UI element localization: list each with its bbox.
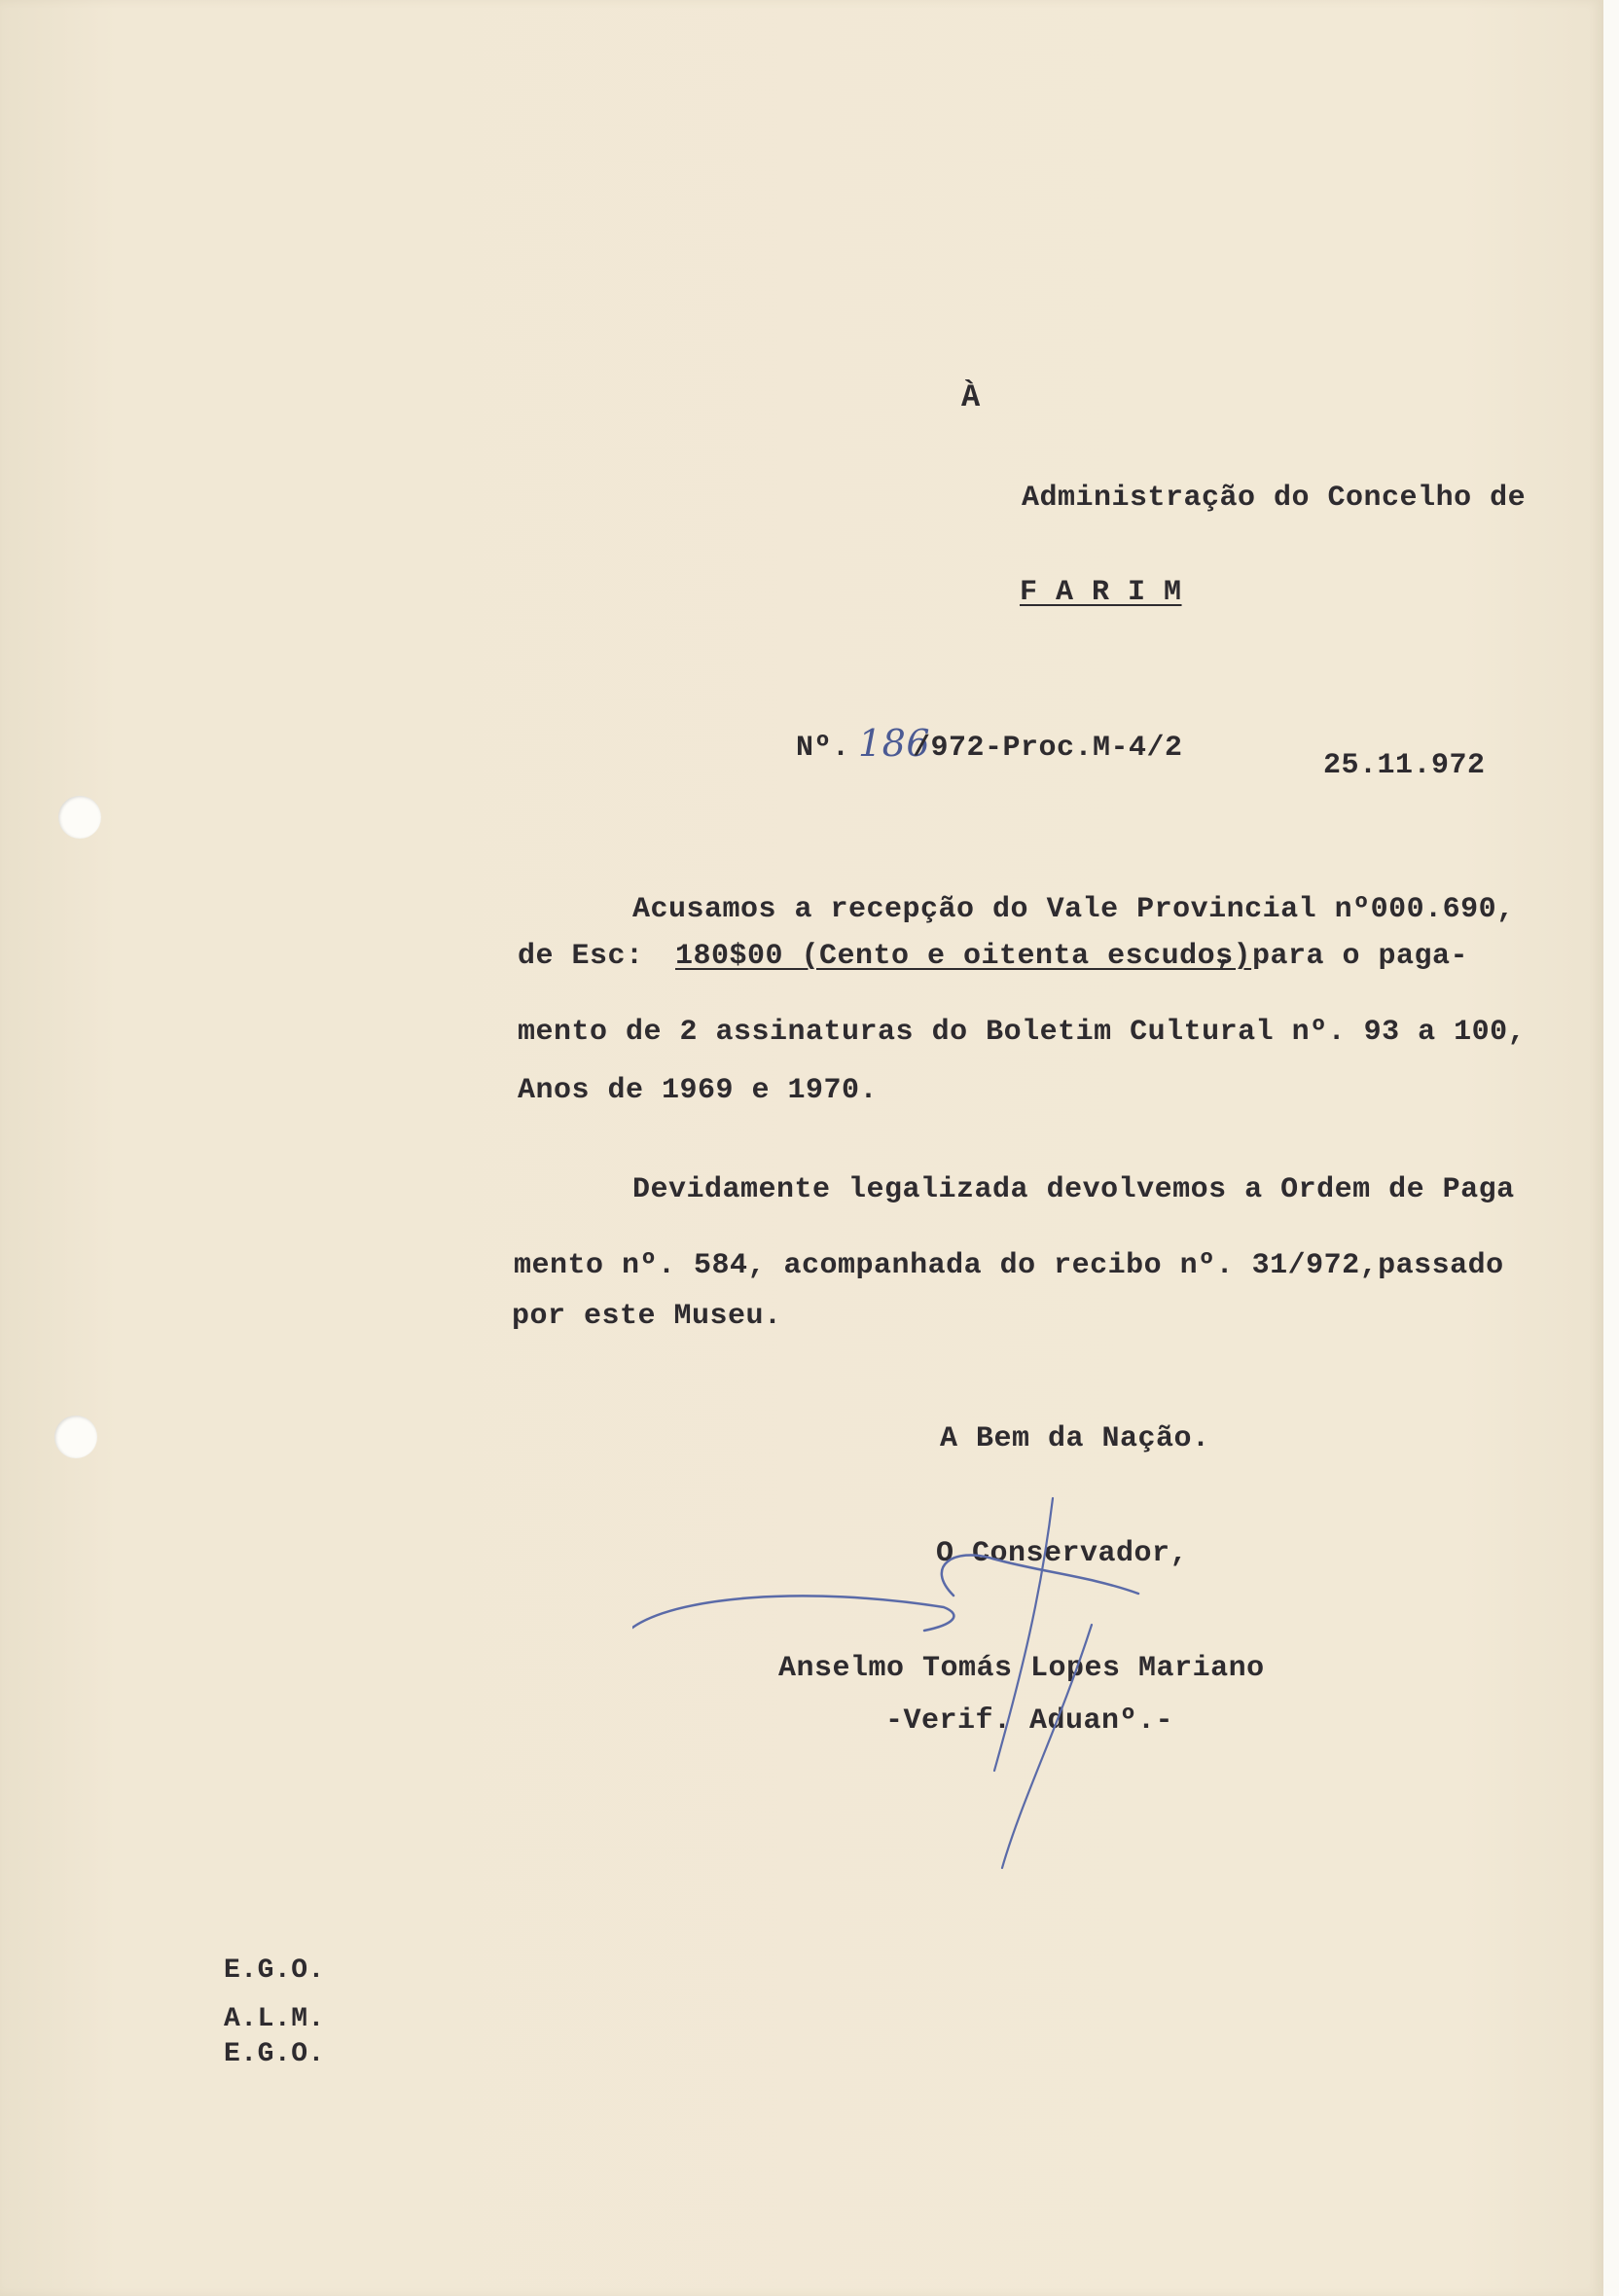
body-p1-line1: Acusamos a recepção do Vale Provincial nº000.690, (632, 893, 1515, 926)
reference-line (796, 722, 1224, 780)
recipient-place: F A R I M (1020, 576, 1182, 609)
punch-hole-top (58, 796, 101, 839)
body-p2-line3: por este Museu. (512, 1300, 782, 1333)
letter-date: 25.11.972 (1323, 749, 1486, 782)
signatory-name: Anselmo Tomás Lopes Mariano (778, 1652, 1265, 1685)
recipient-prefix: À (961, 379, 981, 415)
typist-initials-2: A.L.M. (224, 2004, 325, 2034)
reference-label: Nº. (796, 732, 850, 765)
signatory-title: O Conservador, (936, 1537, 1189, 1570)
closing-salutation: A Bem da Nação. (940, 1422, 1210, 1455)
payment-amount: 180$00 (Cento e oitenta escudos) (675, 940, 1252, 973)
body-p1-line2 (518, 940, 1598, 983)
reference-process: /972-Proc.M-4/2 (913, 732, 1183, 765)
body-p1-line2-end: , para o paga- (1216, 940, 1469, 973)
typist-initials-1: E.G.O. (224, 1955, 325, 1986)
reference-handwritten-number: 186 (858, 722, 931, 765)
body-p2-line2: mento nº. 584, acompanhada do recibo nº. 31/972,passado (514, 1249, 1504, 1282)
body-p2-line1: Devidamente legalizada devolvemos a Ordem de Paga (632, 1173, 1515, 1206)
scan-edge (1603, 0, 1619, 2296)
handwritten-signature (632, 1479, 1177, 1887)
recipient-line: Administração do Concelho de (1022, 482, 1527, 515)
body-p1-line2-start: de Esc: (518, 940, 663, 973)
body-p1-line4: Anos de 1969 e 1970. (518, 1074, 879, 1107)
signatory-role: -Verif. Aduanº.- (885, 1704, 1174, 1738)
body-p1-line3: mento de 2 assinaturas do Boletim Cultural nº. 93 a 100, (518, 1016, 1527, 1049)
punch-hole-bottom (54, 1416, 97, 1458)
typist-initials-3: E.G.O. (224, 2039, 325, 2069)
